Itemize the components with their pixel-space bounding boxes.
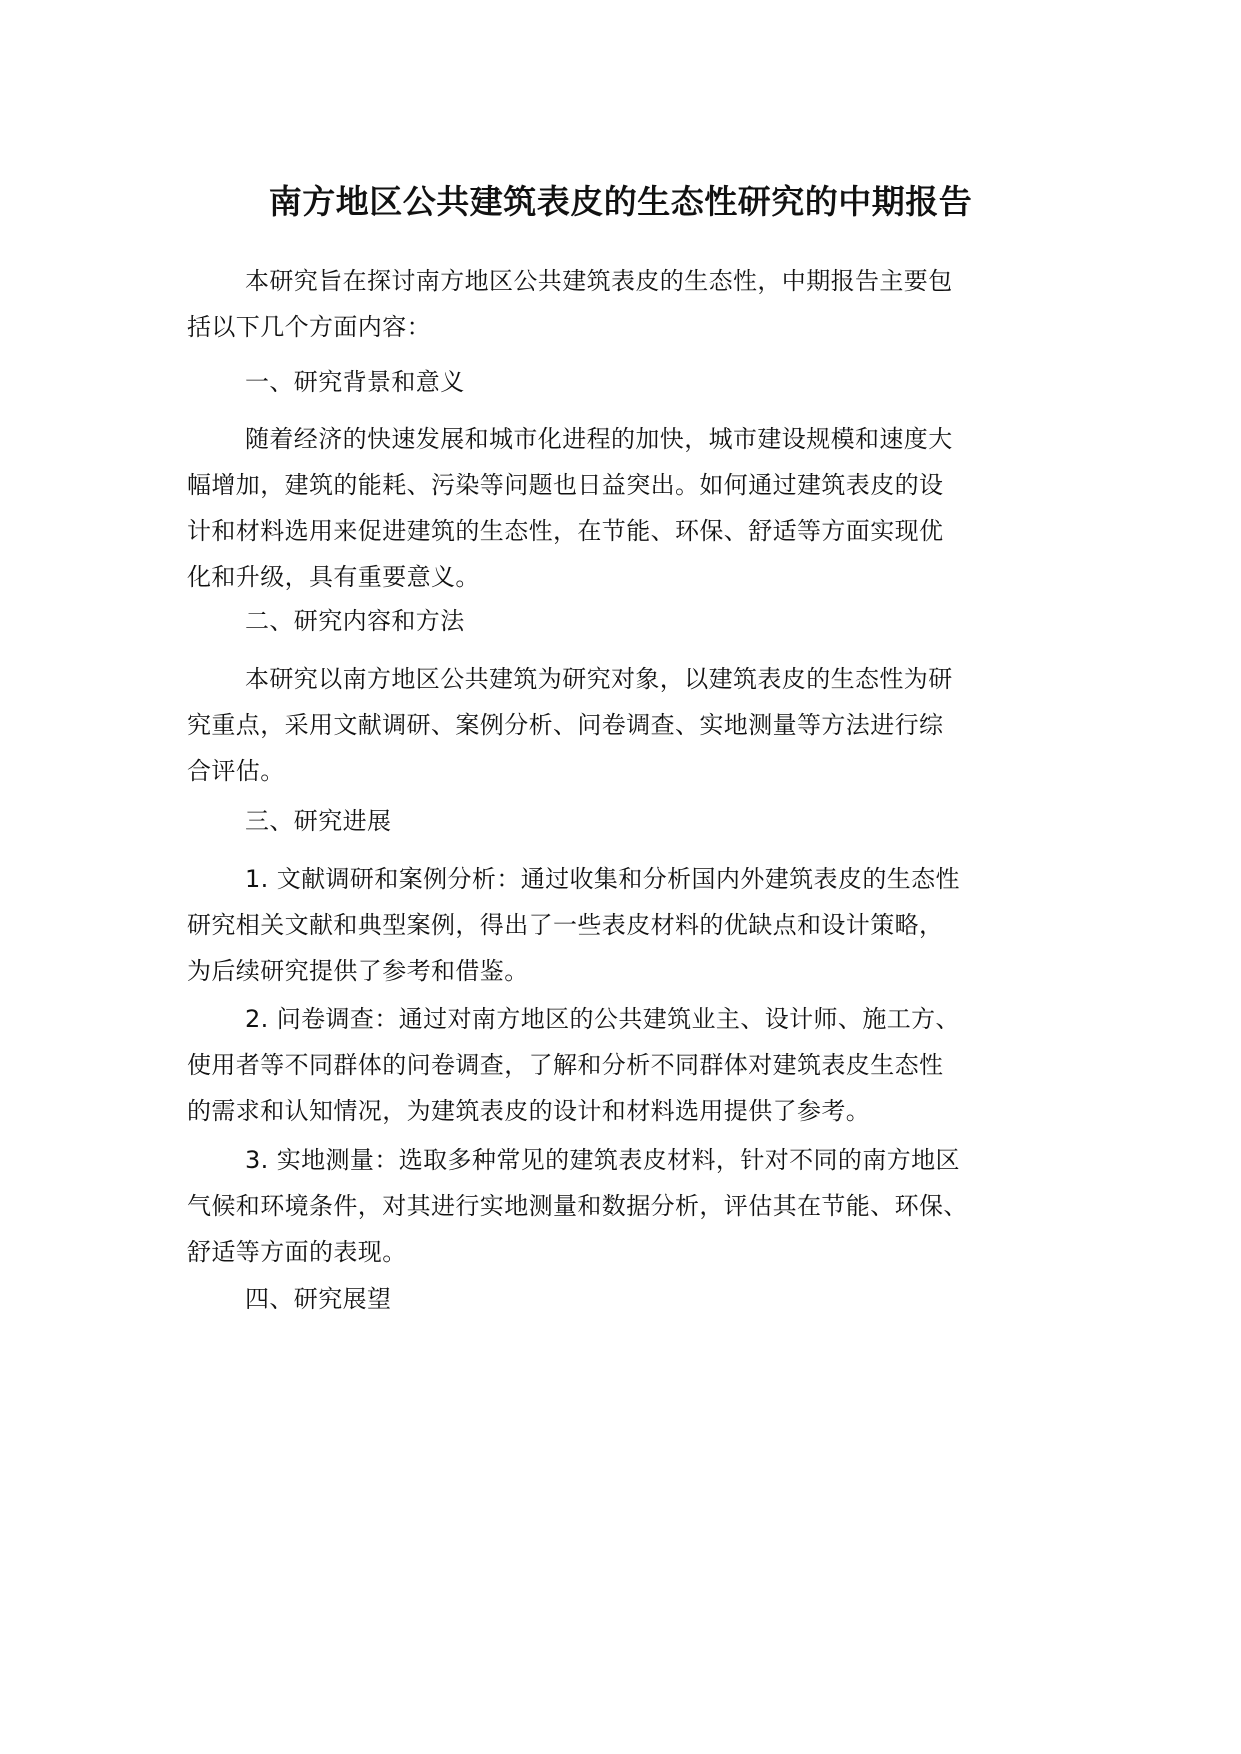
intro-line-2: 括以下几个方面内容： (187, 313, 431, 341)
section1-line-3: 计和材料选用来促进建筑的生态性，在节能、环保、舒适等方面实现优 (187, 517, 944, 545)
section4-heading: 四、研究展望 (245, 1285, 392, 1313)
item2-line-2: 使用者等不同群体的问卷调查，了解和分析不同群体对建筑表皮生态性 (187, 1051, 944, 1079)
item1-line-1: 1. 文献调研和案例分析：通过收集和分析国内外建筑表皮的生态性 (245, 865, 960, 893)
item1-line-2: 研究相关文献和典型案例，得出了一些表皮材料的优缺点和设计策略， (187, 911, 944, 939)
item2-line-1: 2. 问卷调查：通过对南方地区的公共建筑业主、设计师、施工方、 (245, 1005, 960, 1033)
item1-line-3: 为后续研究提供了参考和借鉴。 (187, 957, 529, 985)
document-title: 南方地区公共建筑表皮的生态性研究的中期报告 (268, 182, 973, 221)
section1-heading: 一、研究背景和意义 (245, 368, 465, 396)
section3-item3-paragraph (187, 1137, 1047, 1275)
section1-paragraph (187, 416, 1047, 600)
section2-line-2: 究重点，采用文献调研、案例分析、问卷调查、实地测量等方法进行综 (187, 711, 944, 739)
section1-line-2: 幅增加，建筑的能耗、污染等问题也日益突出。如何通过建筑表皮的设 (187, 471, 944, 499)
section2-heading: 二、研究内容和方法 (245, 607, 465, 635)
section1-line-4: 化和升级，具有重要意义。 (187, 563, 480, 591)
intro-paragraph (187, 258, 1047, 350)
section2-line-3: 合评估。 (187, 757, 285, 785)
section2-line-1: 本研究以南方地区公共建筑为研究对象，以建筑表皮的生态性为研 (245, 665, 953, 693)
section3-heading: 三、研究进展 (245, 807, 392, 835)
item2-line-3: 的需求和认知情况，为建筑表皮的设计和材料选用提供了参考。 (187, 1097, 871, 1125)
section3-item1-paragraph (187, 856, 1047, 994)
section2-paragraph (187, 656, 1047, 794)
section3-item2-paragraph (187, 996, 1047, 1134)
item3-line-1: 3. 实地测量：选取多种常见的建筑表皮材料，针对不同的南方地区 (245, 1146, 960, 1174)
item3-line-2: 气候和环境条件，对其进行实地测量和数据分析，评估其在节能、环保、 (187, 1192, 968, 1220)
intro-line-1: 本研究旨在探讨南方地区公共建筑表皮的生态性，中期报告主要包 (245, 267, 953, 295)
section1-line-1: 随着经济的快速发展和城市化进程的加快，城市建设规模和速度大 (245, 425, 953, 453)
item3-line-3: 舒适等方面的表现。 (187, 1238, 407, 1266)
